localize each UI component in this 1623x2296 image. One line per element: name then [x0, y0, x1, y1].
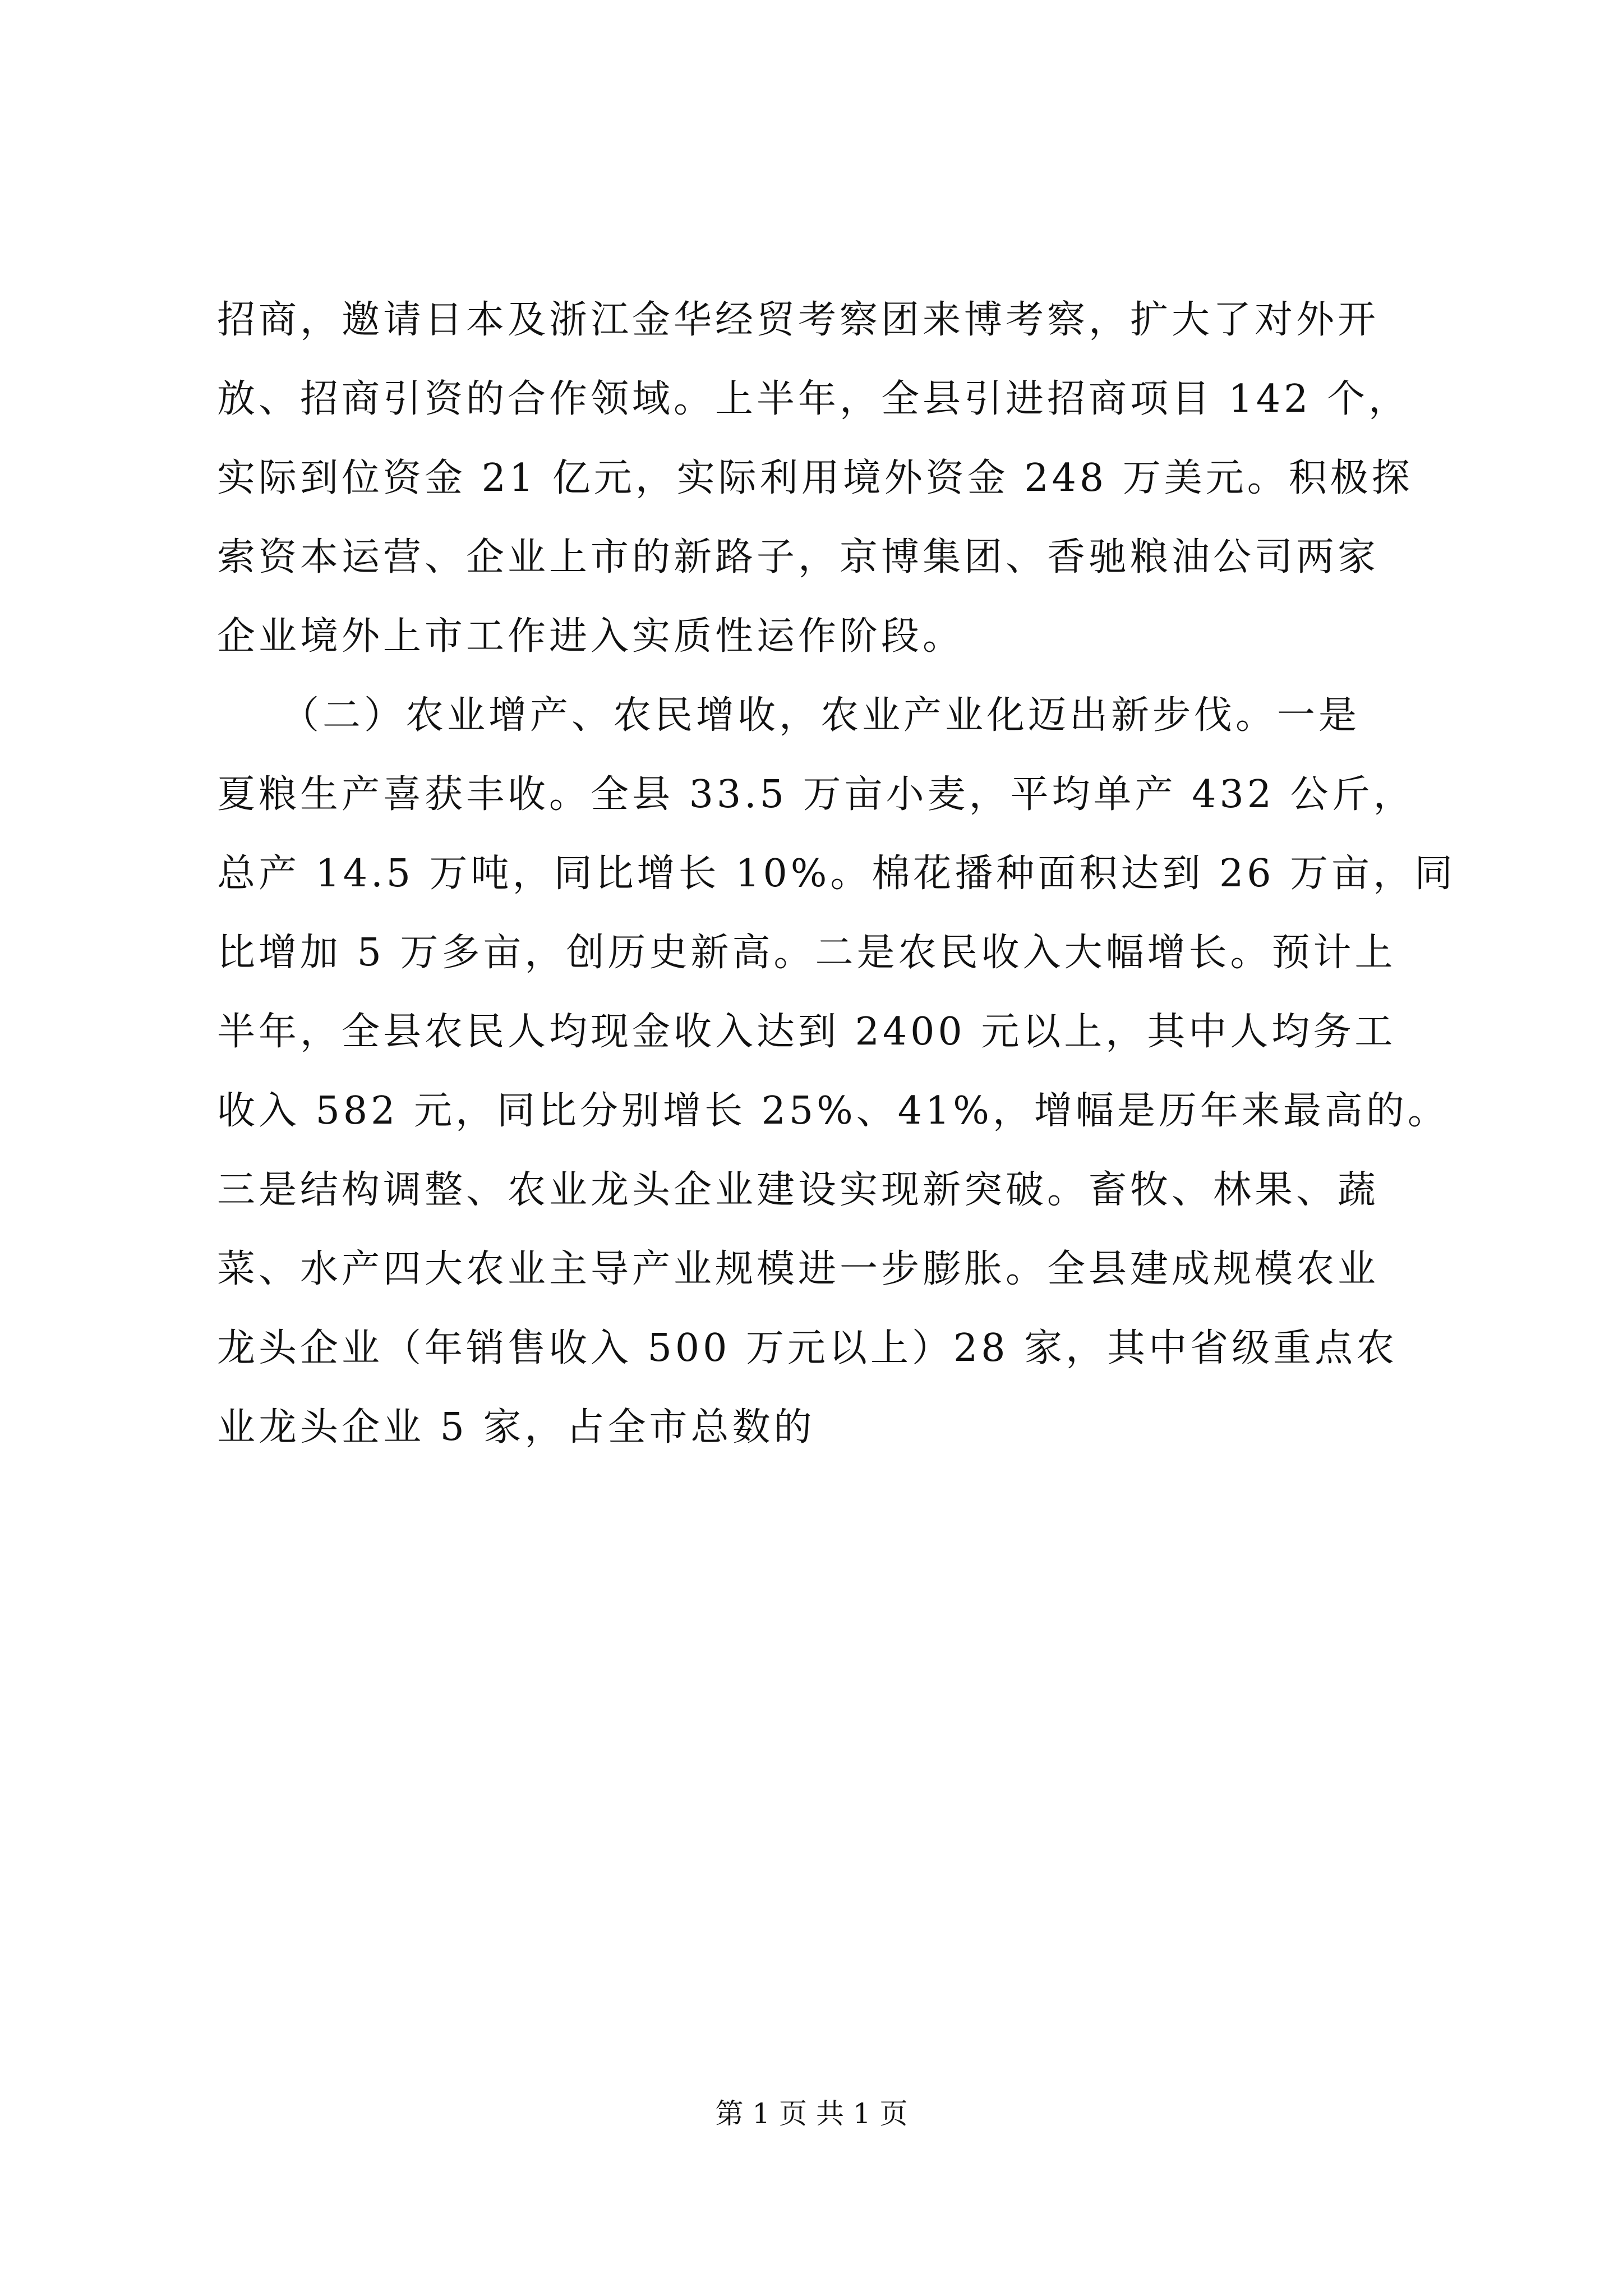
text-line: 夏粮生产喜获丰收。全县 33.5 万亩小麦，平均单产 432 公斤，	[217, 772, 1415, 817]
text-line: 招商，邀请日本及浙江金华经贸考察团来博考察，扩大了对外开	[217, 298, 1380, 342]
text-line: 企业境外上市工作进入实质性运作阶段。	[217, 614, 965, 659]
text-line: 收入 582 元，同比分别增长 25%、41%，增幅是历年来最高的。	[217, 1089, 1449, 1133]
text-line: 三是结构调整、农业龙头企业建设实现新突破。畜牧、林果、蔬	[217, 1168, 1380, 1212]
text-line: 实际到位资金 21 亿元，实际利用境外资金 248 万美元。积极探	[217, 456, 1413, 500]
text-line: 业龙头企业 5 家，占全市总数的	[217, 1405, 815, 1450]
body-text	[217, 280, 1456, 1467]
text-line: 索资本运营、企业上市的新路子，京博集团、香驰粮油公司两家	[217, 535, 1380, 579]
text-line: 比增加 5 万多亩，创历史新高。二是农民收入大幅增长。预计上	[217, 931, 1396, 975]
text-line: 半年，全县农民人均现金收入达到 2400 元以上，其中人均务工	[217, 1010, 1396, 1054]
text-line: 总产 14.5 万吨，同比增长 10%。棉花播种面积达到 26 万亩，同	[217, 852, 1456, 896]
text-line: 菜、水产四大农业主导产业规模进一步膨胀。全县建成规模农业	[217, 1247, 1380, 1291]
section-heading-line: （二）农业增产、农民增收，农业产业化迈出新步伐。一是	[217, 693, 1361, 738]
text-line: 放、招商引资的合作领域。上半年，全县引进招商项目 142 个，	[217, 377, 1410, 421]
page-footer: 第 1 页 共 1 页	[715, 2097, 908, 2130]
text-line: 龙头企业（年销售收入 500 万元以上）28 家，其中省级重点农	[217, 1326, 1398, 1370]
